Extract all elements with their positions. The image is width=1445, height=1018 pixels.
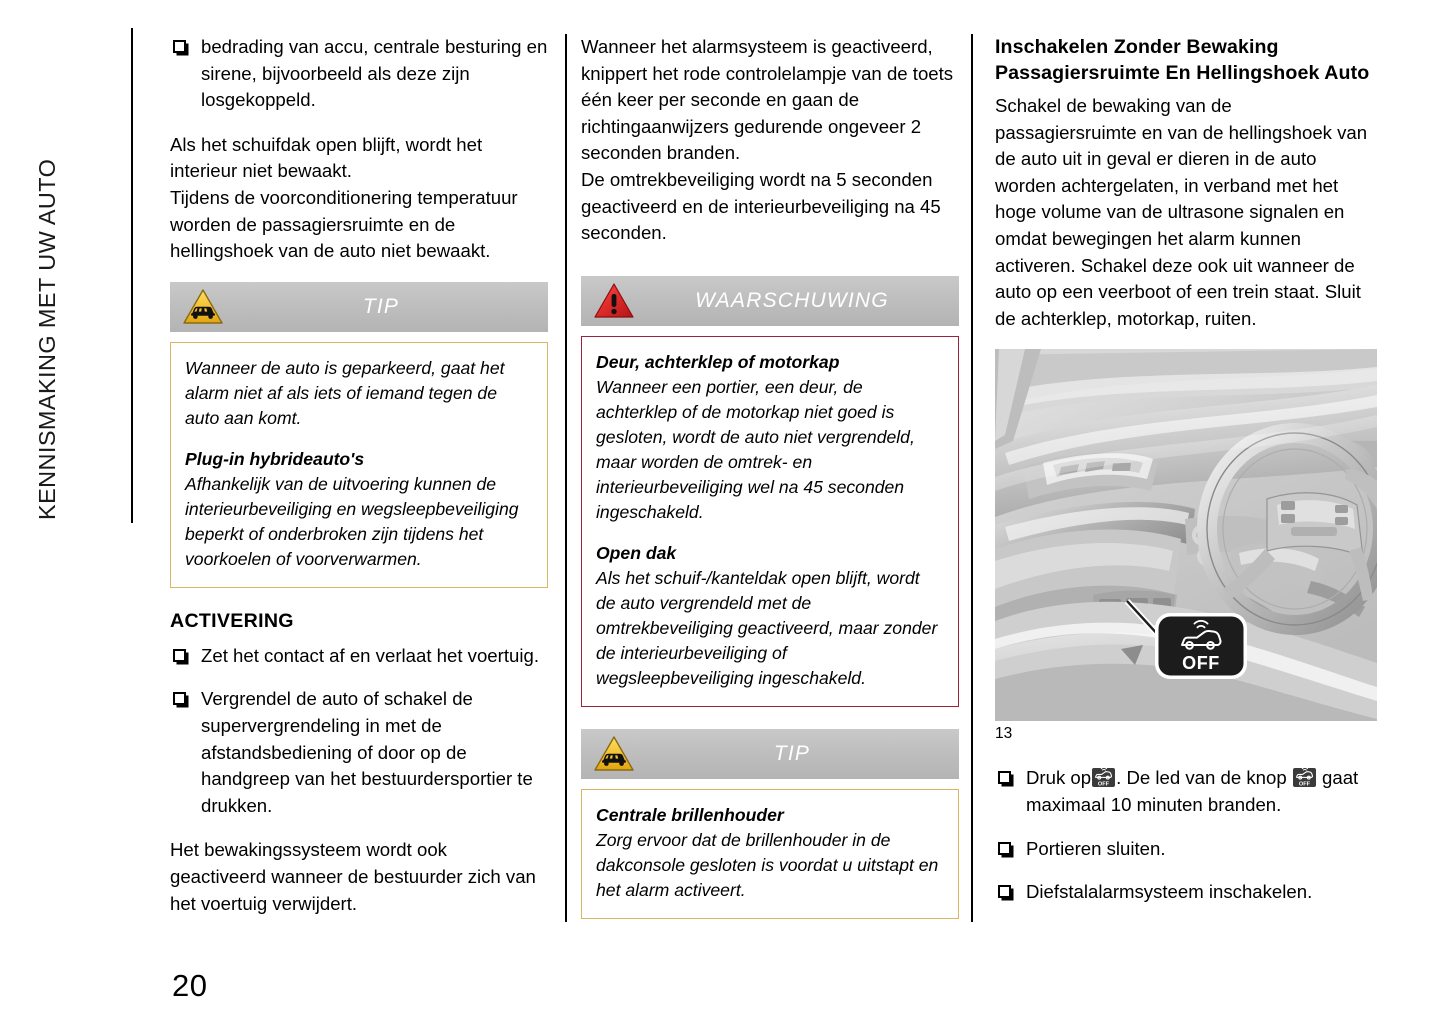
tip-text-1: Zorg ervoor dat de brillenhouder in de dakconsole gesloten is voordat u uitstapt en het alarm activeert. [596,829,939,900]
tip-callout-label: TIP [773,741,811,765]
svg-text:OFF: OFF [1098,781,1110,788]
car-interior-dashboard-illustration [995,349,1377,721]
column-divider-1 [565,34,567,922]
tip-callout-header [170,282,548,332]
list-item-text: Portieren sluiten. [1026,837,1166,859]
list-item-text-c: gaat maximaal 10 minuten branden. [1026,767,1359,815]
red-triangle-exclamation-icon [585,281,643,321]
car-ultrasonic-off-callout [1155,613,1247,679]
tip-subgroup-hybride [185,447,533,572]
warning-subtitle-2: Open dak [596,542,677,563]
list-item-text: Zet het contact af en verlaat het voertuig. [201,644,539,666]
figure-caption: 13 [995,725,1013,743]
column-divider-2 [971,34,973,922]
warning-subtitle-1: Deur, achterklep of motorkap [596,351,840,372]
square-bullet-icon [998,842,1011,855]
bullet-list-activering [170,643,548,820]
list-item [995,765,1377,818]
warning-callout [581,276,959,707]
list-item-text-a: Druk op [1026,767,1092,789]
page-title: Inschakelen Zonder Bewaking Passagiersruimte En Hellingshoek Auto [995,36,1370,84]
paragraph-alarmsysteem: Wanneer het alarmsysteem is geactiveerd, knippert het rode controlelampje van de toets één keer per seconde en gaan de richtingaanwijzers gedurende ongeveer 2 seconden branden. [581,36,954,164]
square-bullet-icon [998,771,1011,784]
warning-callout-label: WAARSCHUWING [695,288,889,312]
figure-13 [995,349,1377,743]
list-item-text-b: . De led van de knop [1116,767,1287,789]
warning-subgroup-deur [596,350,944,525]
tip-callout-body [581,789,959,919]
list-item-text: Vergrendel de auto of schakel de supervergrendeling in met de afstandsbediening of door op de handgreep van het bestuurdersportier te drukken. [201,688,533,816]
paragraph-bewakingssysteem: Het bewakingssysteem wordt ook geactiveerd wanneer de bestuurder zich van het voertuig verwijdert. [170,839,536,914]
column-2 [581,34,959,919]
tip-subtitle: Plug-in hybrideauto's [185,448,365,469]
tip-callout-body [170,342,548,588]
list-item [170,686,548,819]
warning-subgroup-opendak [596,541,944,691]
tip-callout-label: TIP [362,294,400,318]
tip-callout-header [581,729,959,779]
svg-text:OFF: OFF [1182,653,1220,674]
car-off-button-icon [1293,768,1316,787]
warning-text-2: Als het schuif-/kanteldak open blijft, wordt de auto vergrendeld met de omtrekbeveiliging geactiveerd, maar zonder de interieurbeveiliging of wegsleepbeveiliging ingeschakeld. [596,567,938,688]
svg-text:OFF: OFF [1298,781,1310,788]
paragraph-omtrekbeveiliging: De omtrekbeveiliging wordt na 5 seconden geactiveerd en de interieurbeveiliging na 45 seconden. [581,168,941,244]
list-item [170,34,548,114]
car-off-button-icon [1092,768,1115,787]
paragraph-voorconditionering: Tijdens de voorconditionering temperatuur worden de passagiersruimte en de hellingshoek van de auto niet bewaakt. [170,186,518,262]
list-item-text: Diefstalalarmsysteem inschakelen. [1026,881,1313,903]
warning-text-1: Wanneer een portier, een deur, de achterklep of de motorkap niet goed is gesloten, wordt de auto niet vergrendeld, maar worden de omtrek- en interieurbeveiliging wel na 45 seconden ingeschakeld. [596,376,915,522]
paragraph-bewaking-uit: Schakel de bewaking van de passagiersruimte en van de hellingshoek van de auto uit in geval er dieren in de auto worden achtergelaten, in verband met het hoge volume van de ultrasone signalen en omdat bewegingen het alarm kunnen activeren. Schakel deze ook uit wanneer de auto op een veerboot of een trein staat. Sluit de achterklep, motorkap, ruiten. [995,95,1368,329]
tip-subgroup-brillenhouder [596,803,944,903]
column-1 [170,34,548,934]
chapter-tab-label: KENNISMAKING MET UW AUTO [34,158,60,520]
list-item [170,643,548,670]
tip-callout-1 [170,282,548,588]
list-item [995,879,1377,906]
square-bullet-icon [173,40,186,53]
square-bullet-icon [173,692,186,705]
section-title-activering: ACTIVERING [170,609,294,632]
yellow-triangle-car-icon [585,734,643,774]
warning-callout-header [581,276,959,326]
tip-text-2: Afhankelijk van de uitvoering kunnen de interieurbeveiliging en wegsleepbeveiliging beperkt of onderbroken zijn tijdens het voorkoelen of voorverwarmen. [185,473,519,569]
warning-callout-body [581,336,959,707]
bullet-list-top [170,34,548,114]
list-item-text: bedrading van accu, centrale besturing en sirene, bijvoorbeeld als deze zijn losgekoppeld. [201,36,548,111]
paragraph-schuifdak: Als het schuifdak open blijft, wordt het interieur niet bewaakt. [170,133,483,182]
square-bullet-icon [998,885,1011,898]
bullet-list-inschakelen [995,765,1377,905]
tip-subtitle: Centrale brillenhouder [596,804,784,825]
column-3 [995,34,1377,906]
tip-callout-2 [581,729,959,919]
list-item [995,836,1377,863]
square-bullet-icon [173,649,186,662]
yellow-triangle-car-icon [174,287,232,327]
tip-text-1: Wanneer de auto is geparkeerd, gaat het alarm niet af als iets of iemand tegen de auto aan komt. [185,357,505,428]
page-number: 20 [172,968,208,1003]
